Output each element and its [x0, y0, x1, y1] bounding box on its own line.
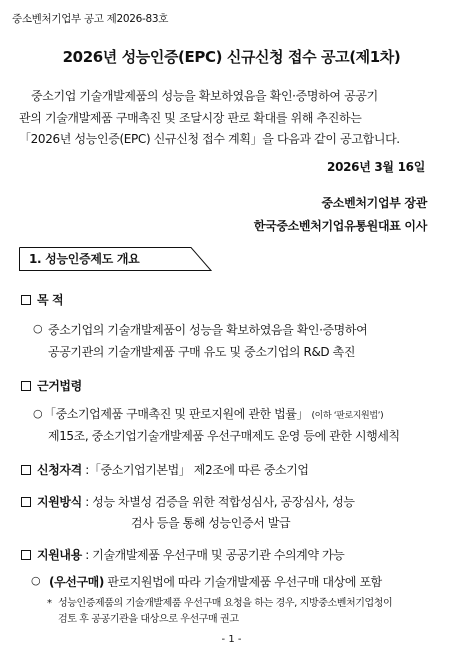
legal-basis-line-1: [44, 405, 383, 422]
law-name: 「중소기업제품 구매촉진 및 판로지원에 관한 법률」: [44, 407, 309, 421]
announcement-date: 2026년 3월 16일: [327, 160, 425, 174]
priority-purchase-text: 판로지원법에 따라 기술개발제품 우선구매 대상에 포함: [107, 575, 382, 589]
law-abbreviation: (이하 ‘판로지원법’): [311, 411, 384, 421]
support-method-row: [21, 493, 355, 510]
note-line-1: 성능인증제품의 기술개발제품 우선구매 요청을 하는 경우, 지방중소벤처기업청이: [58, 598, 393, 609]
support-content-row: [21, 546, 344, 563]
circle-bullet-icon: ○: [33, 407, 43, 420]
circle-bullet-icon: ○: [31, 574, 41, 587]
purpose-line-2: 공공기관의 기술개발제품 구매 유도 및 중소기업의 R&D 촉진: [48, 345, 356, 359]
intro-line-2: 관의 기술개발제품 구매촉진 및 조달시장 판로 확대를 위해 추진하는: [19, 110, 362, 125]
checkbox-square-icon: [21, 381, 31, 391]
section-header-box: [19, 247, 211, 270]
eligibility-text: :「중소기업기본법」 제2조에 따른 중소기업: [85, 463, 309, 477]
eligibility-row: [21, 461, 309, 478]
legal-basis-heading: 근거법령: [37, 379, 82, 393]
purpose-heading-row: [21, 291, 63, 308]
note-line-2: 검토 후 공공기관을 대상으로 우선구매 권고: [58, 614, 239, 625]
purpose-line-1: 중소기업의 기술개발제품이 성능을 확보하였음을 확인·증명하여: [48, 323, 368, 337]
support-method-line-2: 검사 등을 통해 성능인증서 발급: [131, 516, 291, 530]
legal-basis-line-2: 제15조, 중소기업기술개발제품 우선구매제도 운영 등에 관한 시행세칙: [48, 429, 400, 443]
eligibility-heading: 신청자격: [37, 463, 82, 477]
support-content-heading: 지원내용: [37, 548, 82, 562]
support-method-heading: 지원방식: [37, 495, 82, 509]
support-content-text: : 기술개발제품 우선구매 및 공공기관 수의계약 가능: [85, 548, 345, 562]
intro-line-3: 「2026년 성능인증(EPC) 신규신청 접수 계획」을 다음과 같이 공고합니다.: [19, 132, 400, 146]
intro-line-1: 중소기업 기술개발제품의 성능을 확보하였음을 확인·증명하여 공공기: [31, 89, 378, 103]
checkbox-square-icon: [21, 295, 31, 305]
checkbox-square-icon: [21, 497, 31, 507]
page-number: - 1 -: [221, 634, 242, 645]
document-title: 2026년 성능인증(EPC) 신규신청 접수 공고(제1차): [62, 48, 401, 66]
note-asterisk: *: [47, 598, 52, 609]
notice-number: 중소벤처기업부 공고 제2026-83호: [12, 13, 169, 25]
intro-paragraph: [19, 86, 447, 151]
priority-purchase-label: (우선구매): [49, 575, 104, 589]
section-1-title: 1. 성능인증제도 개요: [29, 252, 140, 266]
support-method-line-1: : 성능 차별성 검증을 위한 적합성심사, 공장심사, 성능: [85, 495, 355, 509]
purpose-heading: 목 적: [37, 293, 64, 307]
issuer-ministry: 중소벤처기업부 장관: [321, 196, 427, 210]
issuer-agency: 한국중소벤처기업유통원대표 이사: [253, 219, 427, 233]
circle-bullet-icon: ○: [33, 322, 43, 335]
legal-basis-heading-row: [21, 377, 82, 394]
support-content-sub-line: [49, 573, 382, 590]
checkbox-square-icon: [21, 550, 31, 560]
checkbox-square-icon: [21, 465, 31, 475]
